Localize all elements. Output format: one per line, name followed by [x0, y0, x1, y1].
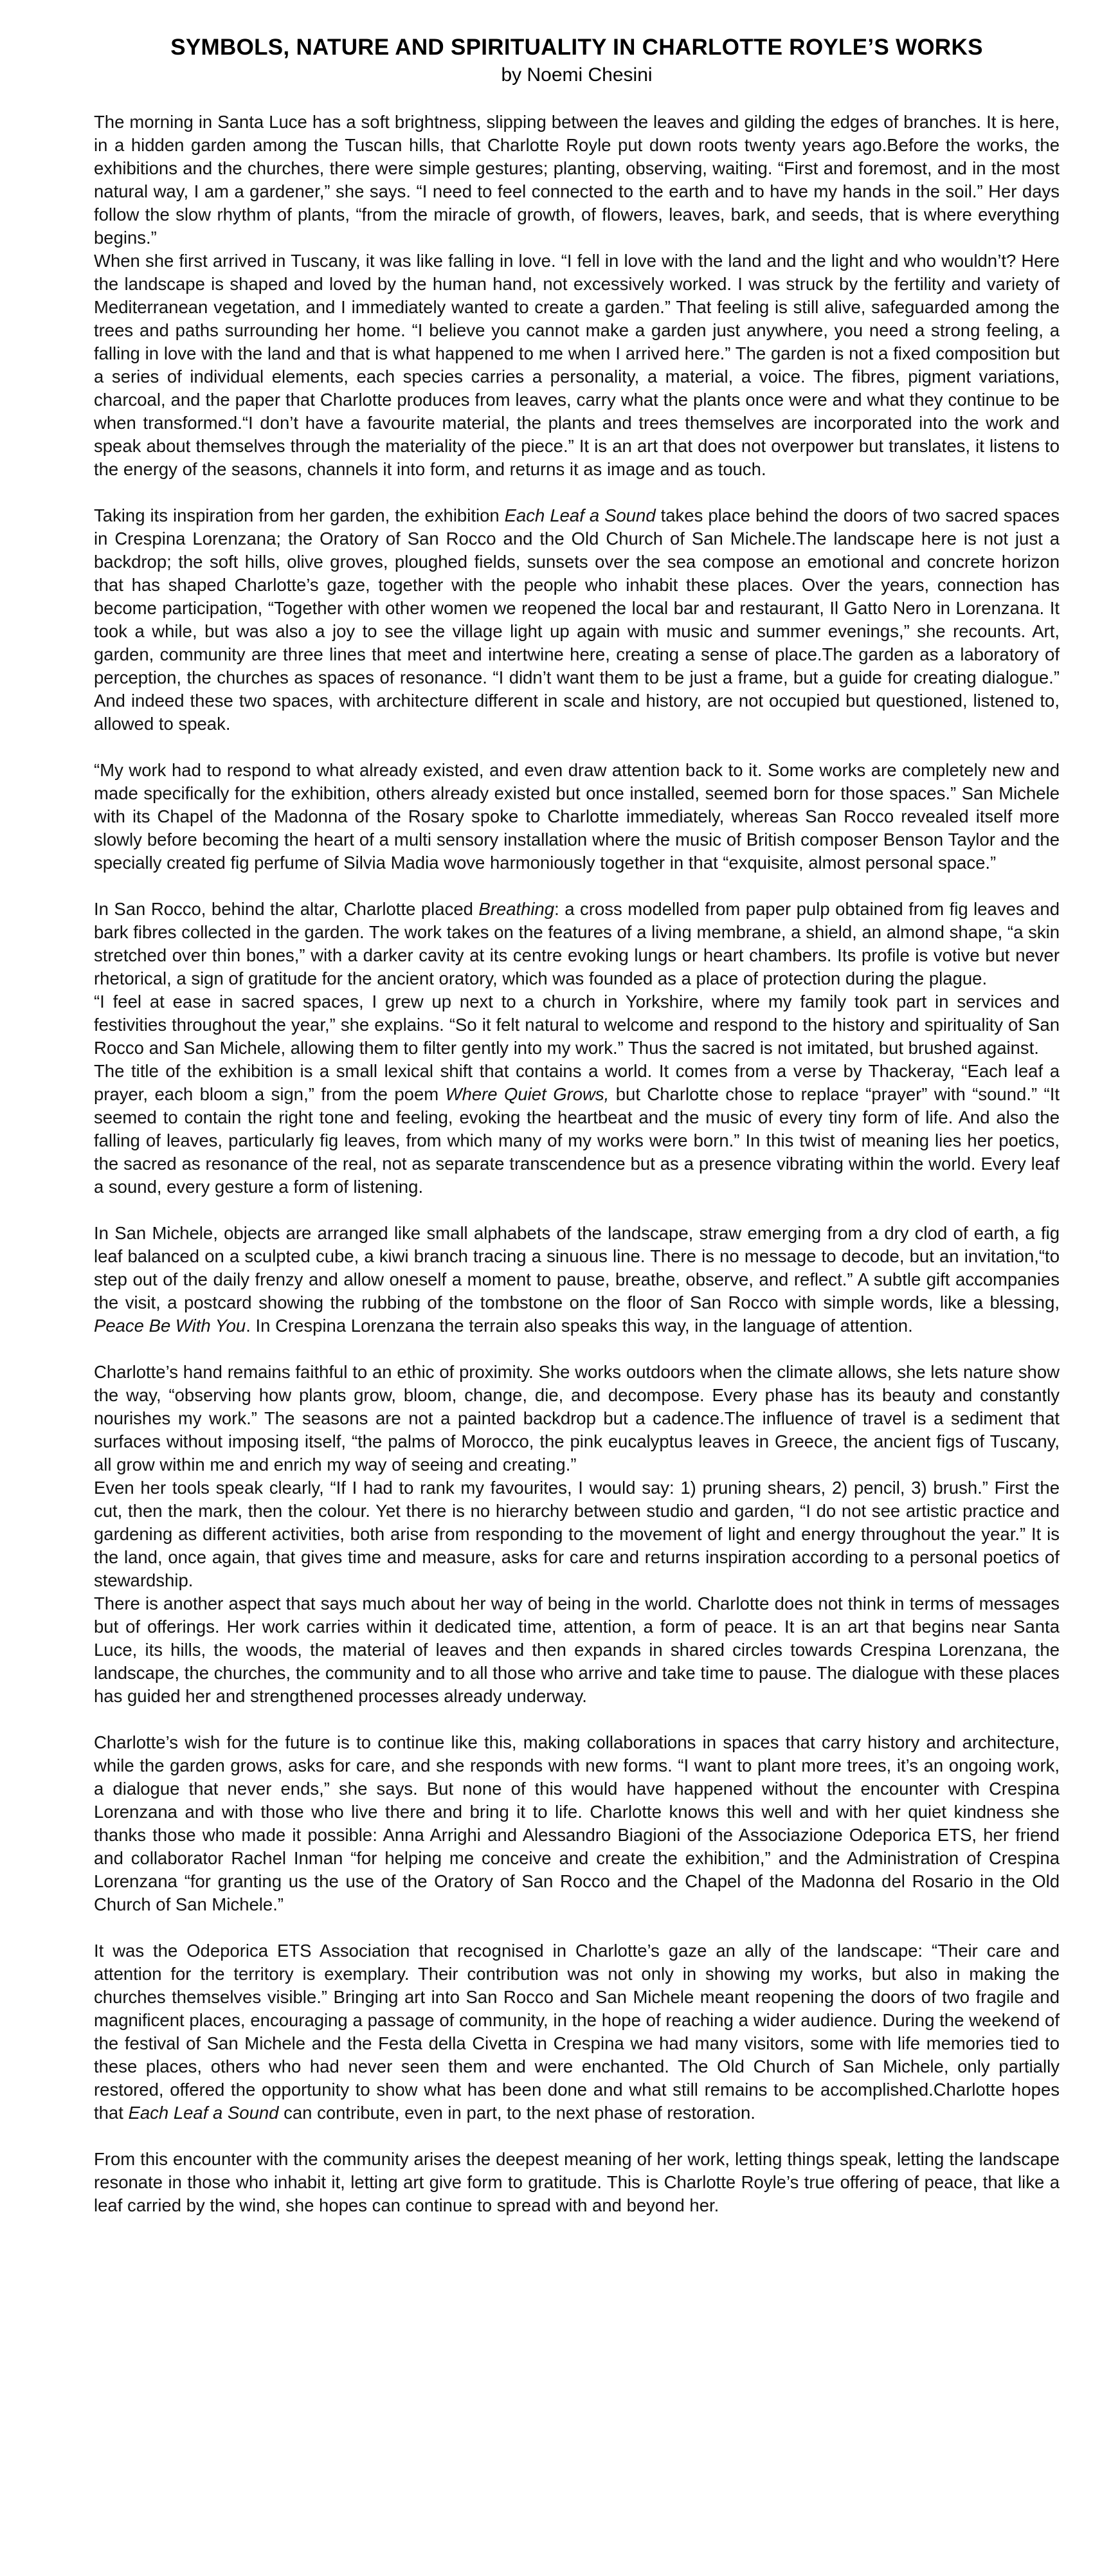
exhibition-title-italic: Each Leaf a Sound	[504, 505, 656, 525]
paragraph-text: . In Crespina Lorenzana the terrain also speaks this way, in the language of attention.	[246, 1316, 913, 1336]
paragraph: From this encounter with the community arises the deepest meaning of her work, letting things speak, letting the landscape resonate in those who inhabit it, letting art give form to gratitude. This is Charlotte Royle’s true offering of peace, that like a leaf carried by the wind, she hopes can continue to spread with and beyond her.	[94, 2149, 1060, 2215]
paragraph-text: Taking its inspiration from her garden, the exhibition	[94, 505, 505, 525]
paragraph-gap	[94, 1338, 1060, 1361]
paragraph-text: In San Rocco, behind the altar, Charlotte placed	[94, 899, 479, 919]
paragraph-gap	[94, 875, 1060, 898]
paragraph-text: It was the Odeporica ETS Association that recognised in Charlotte’s gaze an ally of the landscape: “Their care and attention for the territory is exemplary. Their contribution was not only in showing my works, but also in making the churches themselves visible.” Bringing art into San Rocco and San Michele meant reopening the doors of two fragile and magnificent places, encouraging a passage of community, in the hope of reaching a wider audience. During the weekend of the festival of San Michele and the Festa della Civetta in Crespina we had many visitors, some with life memories tied to these places, others who had never seen them and were enchanted. The Old Church of San Michele, only partially restored, offered the opportunity to show what has been done and what still remains to be accomplished.Charlotte hopes that	[94, 1941, 1060, 2123]
paragraph-gap	[94, 1199, 1060, 1222]
paragraph: “I feel at ease in sacred spaces, I grew up next to a church in Yorkshire, where my family took part in services and festivities throughout the year,” she explains. “So it felt natural to welcome and respond to the history and spirituality of San Rocco and San Michele, allowing them to filter gently into my work.” Thus the sacred is not imitated, but brushed against.	[94, 992, 1060, 1058]
paragraph: The morning in Santa Luce has a soft brightness, slipping between the leaves and gilding the edges of branches. It is here, in a hidden garden among the Tuscan hills, that Charlotte Royle put down roots twenty years ago.Before the works, the exhibitions and the churches, there were simple gestures; planting, observing, waiting. “First and foremost, and in the most natural way, I am a gardener,” she says. “I need to feel connected to the earth and to have my hands in the soil.” Her days follow the slow rhythm of plants, “from the miracle of growth, of flowers, leaves, bark, and seeds, that is where everything begins.”	[94, 112, 1060, 248]
paragraph	[94, 1939, 1060, 2125]
paragraph: When she first arrived in Tuscany, it was like falling in love. “I fell in love with the land and the light and who wouldn’t? Here the landscape is shaped and loved by the human hand, not excessively worked. I was struck by the fertility and variety of Mediterranean vegetation, and I immediately wanted to create a garden.” That feeling is still alive, safeguarded among the trees and paths surrounding her home. “I believe you cannot make a garden just anywhere, you need a strong feeling, a falling in love with the land and that is what happened to me when I arrived here.” The garden is not a fixed composition but a series of individual elements, each species carries a personality, a material, a voice. The fibres, pigment variations, charcoal, and the paper that Charlotte produces from leaves, carry what the plants once were and what they continue to be when transformed.“I don’t have a favourite material, the plants and trees themselves are incorporated into the work and speak about themselves through the materiality of the piece.” It is an art that does not overpower but translates, it listens to the energy of the seasons, channels it into form, and returns it as image and as touch.	[94, 251, 1060, 479]
article-byline: by Noemi Chesini	[501, 64, 653, 86]
paragraph	[94, 504, 1060, 736]
article-title: SYMBOLS, NATURE AND SPIRITUALITY IN CHARLOTTE ROYLE’S WORKS	[170, 35, 983, 60]
artwork-title-italic: Breathing	[478, 899, 555, 919]
paragraph: “My work had to respond to what already existed, and even draw attention back to it. Some works are completely new and made specifically for the exhibition, others already existed but once installed, seemed born for those spaces.” San Michele with its Chapel of the Madonna of the Rosary spoke to Charlotte immediately, whereas San Rocco revealed itself more slowly before becoming the heart of a multi sensory installation where the music of British composer Benson Taylor and the specially created fig perfume of Silvia Madia wove harmoniously together in that “exquisite, almost personal space.”	[94, 760, 1060, 873]
poem-title-italic: Where Quiet Grows,	[445, 1084, 610, 1104]
paragraph-text: The title of the exhibition is a small lexical shift that contains a world. It comes from a verse by Thackeray, “Each leaf a prayer, each bloom a sign,” from the poem	[94, 1061, 1060, 1104]
paragraph	[94, 1222, 1060, 1338]
paragraph-gap	[94, 481, 1060, 504]
paragraph-gap	[94, 1708, 1060, 1731]
paragraph-text: : a cross modelled from paper pulp obtained from fig leaves and bark fibres collected in the garden. The work takes on the features of a living membrane, a shield, an almond shape, “a skin stretched over thin bones,” with a darker cavity at its centre evoking lungs or heart chambers. Its profile is votive but never rhetorical, a sign of gratitude for the ancient oratory, which was founded as a place of protection during the plague.	[94, 899, 1060, 988]
paragraph-gap	[94, 736, 1060, 759]
paragraph: Charlotte’s wish for the future is to continue like this, making collaborations in spaces that carry history and architecture, while the garden grows, asks for care, and she responds with new forms. “I want to plant more trees, it’s an ongoing work, a dialogue that never ends,” she says. But none of this would have happened without the encounter with Crespina Lorenzana and with those who live there and bring it to life. Charlotte knows this well and with her quiet kindness she thanks those who made it possible: Anna Arrighi and Alessandro Biagioni of the Associazione Odeporica ETS, her friend and collaborator Rachel Inman “for helping me conceive and create the exhibition,” and the Administration of Crespina Lorenzana “for granting us the use of the Oratory of San Rocco and the Chapel of the Madonna del Rosario in the Old Church of San Michele.”	[94, 1732, 1060, 1914]
paragraph: There is another aspect that says much about her way of being in the world. Charlotte does not think in terms of messages but of offerings. Her work carries within it dedicated time, attention, a form of peace. It is an art that begins near Santa Luce, its hills, the woods, the material of leaves and then expands in shared circles towards Crespina Lorenzana, the landscape, the churches, the community and to all those who arrive and take time to pause. The dialogue with these places has guided her and strengthened processes already underway.	[94, 1593, 1060, 1706]
paragraph-gap	[94, 1916, 1060, 1939]
article-body	[94, 111, 1060, 2217]
paragraph-gap	[94, 2125, 1060, 2148]
paragraph-text: In San Michele, objects are arranged like small alphabets of the landscape, straw emerging from a dry clod of earth, a fig leaf balanced on a sculpted cube, a kiwi branch tracing a sinuous line. There is no message to decode, but an invitation,“to step out of the daily frenzy and allow oneself a moment to pause, breathe, observe, and reflect.” A subtle gift accompanies the visit, a postcard showing the rubbing of the tombstone on the floor of San Rocco with simple words, like a blessing,	[94, 1223, 1060, 1312]
blessing-italic: Peace Be With You	[94, 1316, 246, 1336]
paragraph	[94, 898, 1060, 990]
paragraph-text: can contribute, even in part, to the next phase of restoration.	[278, 2103, 755, 2123]
exhibition-title-italic: Each Leaf a Sound	[128, 2103, 279, 2123]
paragraph-text: takes place behind the doors of two sacred spaces in Crespina Lorenzana; the Oratory of San Rocco and the Old Church of San Michele.The landscape here is not just a backdrop; the soft hills, olive groves, ploughed fields, sunsets over the sea compose an emotional and concrete horizon that has shaped Charlotte’s gaze, together with the people who inhabit these places. Over the years, connection has become participation, “Together with other women we reopened the local bar and restaurant, Il Gatto Nero in Lorenzana. It took a while, but was also a joy to see the village light up again with music and summer evenings,” she recounts. Art, garden, community are three lines that meet and intertwine here, creating a sense of place.The garden as a laboratory of perception, the churches as spaces of resonance. “I didn’t want them to be just a frame, but a guide for creating dialogue.” And indeed these two spaces, with architecture different in scale and history, are not occupied but questioned, listened to, allowed to speak.	[94, 505, 1060, 734]
paragraph-text: but Charlotte chose to replace “prayer” with “sound.” “It seemed to contain the right tone and feeling, evoking the heartbeat and the music of every tiny form of life. And also the falling of leaves, particularly fig leaves, from which many of my works were born.” In this twist of meaning lies her poetics, the sacred as resonance of the real, not as separate transcendence but as a presence vibrating within the world. Every leaf a sound, every gesture a form of listening.	[94, 1084, 1060, 1197]
paragraph: Charlotte’s hand remains faithful to an ethic of proximity. She works outdoors when the climate allows, she lets nature show the way, “observing how plants grow, bloom, change, die, and decompose. Every phase has its beauty and constantly nourishes my work.” The seasons are not a painted backdrop but a cadence.The influence of travel is a sediment that surfaces without imposing itself, “the palms of Morocco, the pink eucalyptus leaves in Greece, the ancient figs of Tuscany, all grow within me and enrich my way of seeing and creating.”	[94, 1362, 1060, 1474]
paragraph: Even her tools speak clearly, “If I had to rank my favourites, I would say: 1) pruning shears, 2) pencil, 3) brush.” First the cut, then the mark, then the colour. Yet there is no hierarchy between studio and garden, “I do not see artistic practice and gardening as different activities, both arise from responding to the movement of light and energy throughout the year.” It is the land, once again, that gives time and measure, asks for care and returns inspiration according to a personal poetics of stewardship.	[94, 1478, 1060, 1590]
paragraph	[94, 1060, 1060, 1199]
